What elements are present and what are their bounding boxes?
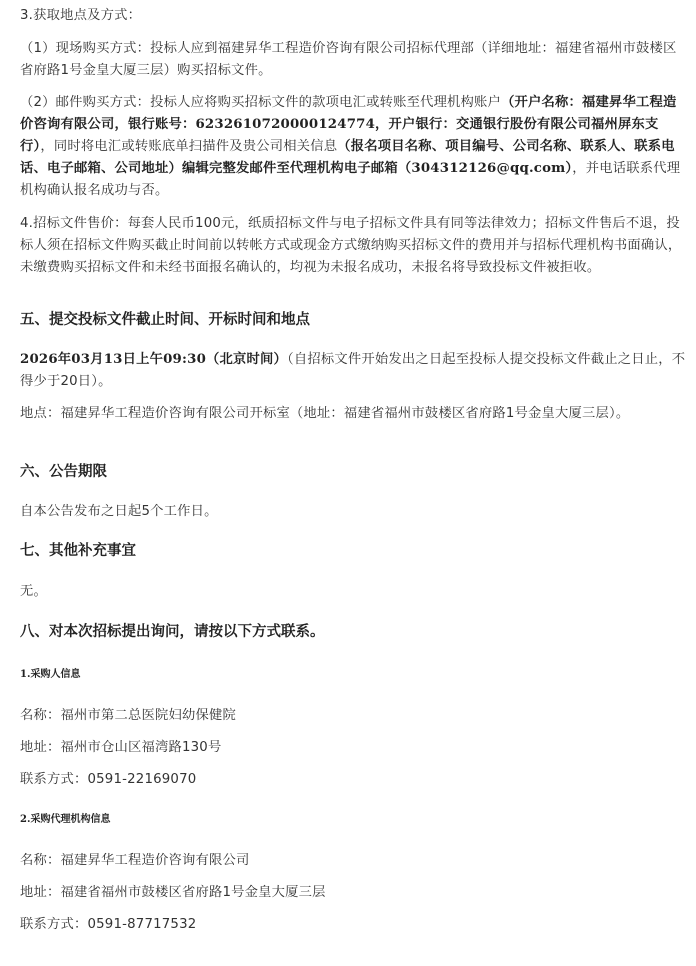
notice-period-text: 自本公告发布之日起5个工作日。 (20, 504, 218, 519)
buyer-info-title: 1.采购人信息 (20, 669, 81, 680)
mail-purchase-tail: ，并电话联系代理机构确认报名成功与否。 (20, 161, 681, 198)
buyer-contact: 联系方式：0591-22169070 (20, 772, 197, 787)
agency-info-title: 2.采购代理机构信息 (20, 814, 111, 825)
mail-purchase-text (20, 92, 686, 202)
deadline-note: （自招标文件开始发出之日起至投标人提交投标文件截止之日止，不得少于20日）。 (20, 352, 686, 389)
section-5-heading: 五、提交投标文件截止时间、开标时间和地点 (20, 311, 310, 328)
section-6-heading: 六、公告期限 (20, 463, 107, 480)
agency-contact: 联系方式：0591-87717532 (20, 917, 197, 932)
section-8-heading: 八、对本次招标提出询问，请按以下方式联系。 (20, 623, 325, 640)
bank-account-info: （开户名称：福建昇华工程造价咨询有限公司，银行账号：623261072000012477​4，开户银行：交通银行股份有限公司福州屏东支行） (20, 95, 677, 154)
other-matters-text: 无。 (20, 584, 47, 599)
mail-purchase-mid: ，同时将电汇或转账底单扫描件及贵公司相关信息 (40, 139, 338, 154)
buyer-name: 名称：福州市第二总医院妇幼保健院 (20, 708, 236, 723)
buyer-address: 地址：福州市仓山区福湾路130号 (20, 740, 222, 755)
section-3-title: 3.获取地点及方式： (20, 8, 142, 23)
required-info-list: （报名项目名称、项目编号、公司名称、联系人、联系电话、电子邮箱、公司地址）编辑完整发邮件至代理机构电子邮箱（304312126@qq.com） (20, 139, 675, 176)
deadline-text (20, 349, 686, 393)
bid-opening-location: 地点：福建昇华工程造价咨询有限公司开标室（地址：福建省福州市鼓楼区省府路1号金皇大厦三层）。 (20, 406, 630, 421)
onsite-purchase-text: （1）现场购买方式：投标人应到福建昇华工程造价咨询有限公司招标代理部（详细地址：福建省福州市鼓楼区省府路1号金皇大厦三层）购买招标文件。 (20, 41, 677, 78)
agency-name: 名称：福建昇华工程造价咨询有限公司 (20, 853, 250, 868)
agency-address: 地址：福建省福州市鼓楼区省府路1号金皇大厦三层 (20, 885, 326, 900)
mail-purchase-lead: （2）邮件购买方式：投标人应将购买招标文件的款项电汇或转账至代理机构账户 (20, 95, 502, 110)
deadline-time: 2026年03月13日上午09:30（北京时间） (20, 352, 287, 367)
section-7-heading: 七、其他补充事宜 (20, 542, 136, 559)
document-price-text: 4.招标文件售价：每套人民币100元，纸质招标文件与电子招标文件具有同等法律效力；招标文件售后不退，投标人须在招标文件购买截止时间前以转帐方式或现金方式缴纳购买招标文件的费用并与招标代理机构书面确认，未缴费购买招标文件和未经书面报名确认的，均视为未报名成功，未报名将导致投标文件被拒收。 (20, 216, 682, 275)
